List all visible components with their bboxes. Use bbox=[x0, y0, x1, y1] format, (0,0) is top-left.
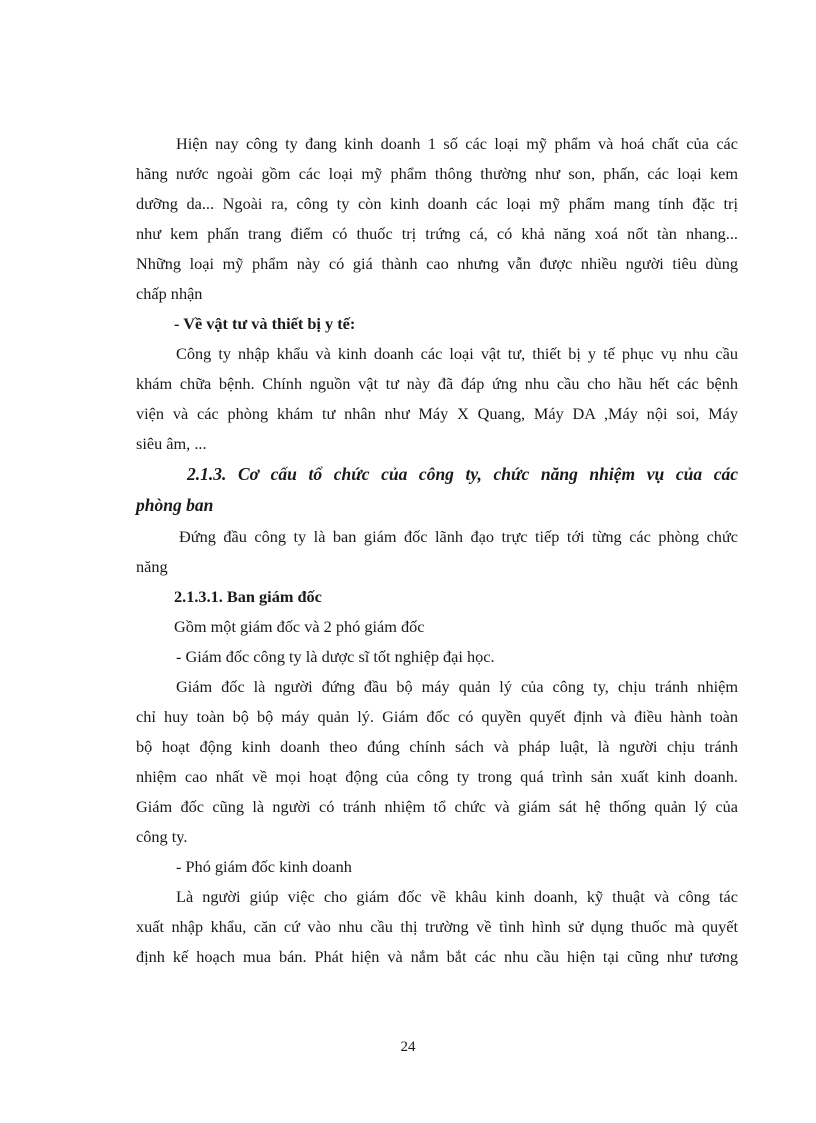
paragraph-line: bộ hoạt động kinh doanh theo đúng chính sách và pháp luật, là người chịu tránh bbox=[136, 737, 738, 756]
subsection-heading: 2.1.3.1. Ban giám đốc bbox=[174, 587, 322, 606]
paragraph-line: định kế hoạch mua bán. Phát hiện và nắm bắt các nhu cầu hiện tại cũng như tương bbox=[136, 947, 738, 966]
paragraph-line: hãng nước ngoài gồm các loại mỹ phẩm thông thường như son, phấn, các loại kem bbox=[136, 164, 738, 183]
paragraph-line: Giám đốc cũng là người có tránh nhiệm tổ chức và giám sát hệ thống quản lý của bbox=[136, 797, 738, 816]
paragraph-line: Công ty nhập khẩu và kinh doanh các loại vật tư, thiết bị y tế phục vụ nhu cầu bbox=[176, 344, 738, 363]
paragraph-line: viện và các phòng khám tư nhân như Máy X Quang, Máy DA ,Máy nội soi, Máy bbox=[136, 404, 738, 423]
section-heading: phòng ban bbox=[136, 495, 214, 515]
paragraph-line: - Phó giám đốc kinh doanh bbox=[176, 857, 352, 876]
section-heading: 2.1.3. Cơ cấu tổ chức của công ty, chức năng nhiệm vụ của các bbox=[187, 464, 738, 484]
page-number: 24 bbox=[400, 1039, 416, 1055]
paragraph-line: Đứng đầu công ty là ban giám đốc lãnh đạo trực tiếp tới từng các phòng chức bbox=[179, 527, 738, 546]
paragraph-line: chấp nhận bbox=[136, 284, 203, 303]
paragraph-line: công ty. bbox=[136, 827, 188, 846]
paragraph-line: năng bbox=[136, 557, 168, 576]
paragraph-line: khám chữa bệnh. Chính nguồn vật tư này đã đáp ứng nhu cầu cho hầu hết các bệnh bbox=[136, 374, 738, 393]
paragraph-line: dưỡng da... Ngoài ra, công ty còn kinh doanh các loại mỹ phẩm mang tính đặc trị bbox=[136, 194, 738, 213]
paragraph-line: Hiện nay công ty đang kinh doanh 1 số các loại mỹ phẩm và hoá chất của các bbox=[176, 134, 738, 153]
section-subheading: - Về vật tư và thiết bị y tế: bbox=[174, 314, 356, 333]
paragraph-line: Những loại mỹ phẩm này có giá thành cao nhưng vẫn được nhiều người tiêu dùng bbox=[136, 254, 738, 273]
paragraph-line: chỉ huy toàn bộ bộ máy quản lý. Giám đốc có quyền quyết định và điều hành toàn bbox=[136, 707, 738, 726]
paragraph-line: - Giám đốc công ty là dược sĩ tốt nghiệp đại học. bbox=[176, 647, 495, 666]
paragraph-line: như kem phấn trang điểm có thuốc trị trứng cá, có khả năng xoá nốt tàn nhang... bbox=[136, 224, 738, 243]
paragraph-line: nhiệm cao nhất về mọi hoạt động của công ty trong quá trình sản xuất kinh doanh. bbox=[136, 767, 738, 786]
paragraph-line: Gồm một giám đốc và 2 phó giám đốc bbox=[174, 617, 425, 636]
paragraph-line: Giám đốc là người đứng đầu bộ máy quản lý của công ty, chịu tránh nhiệm bbox=[176, 677, 738, 696]
paragraph-line: Là người giúp việc cho giám đốc về khâu kinh doanh, kỹ thuật và công tác bbox=[176, 887, 738, 906]
paragraph-line: xuất nhập khẩu, căn cứ vào nhu cầu thị trường về tình hình sử dụng thuốc mà quyết bbox=[136, 917, 738, 936]
paragraph-line: siêu âm, ... bbox=[136, 434, 207, 453]
